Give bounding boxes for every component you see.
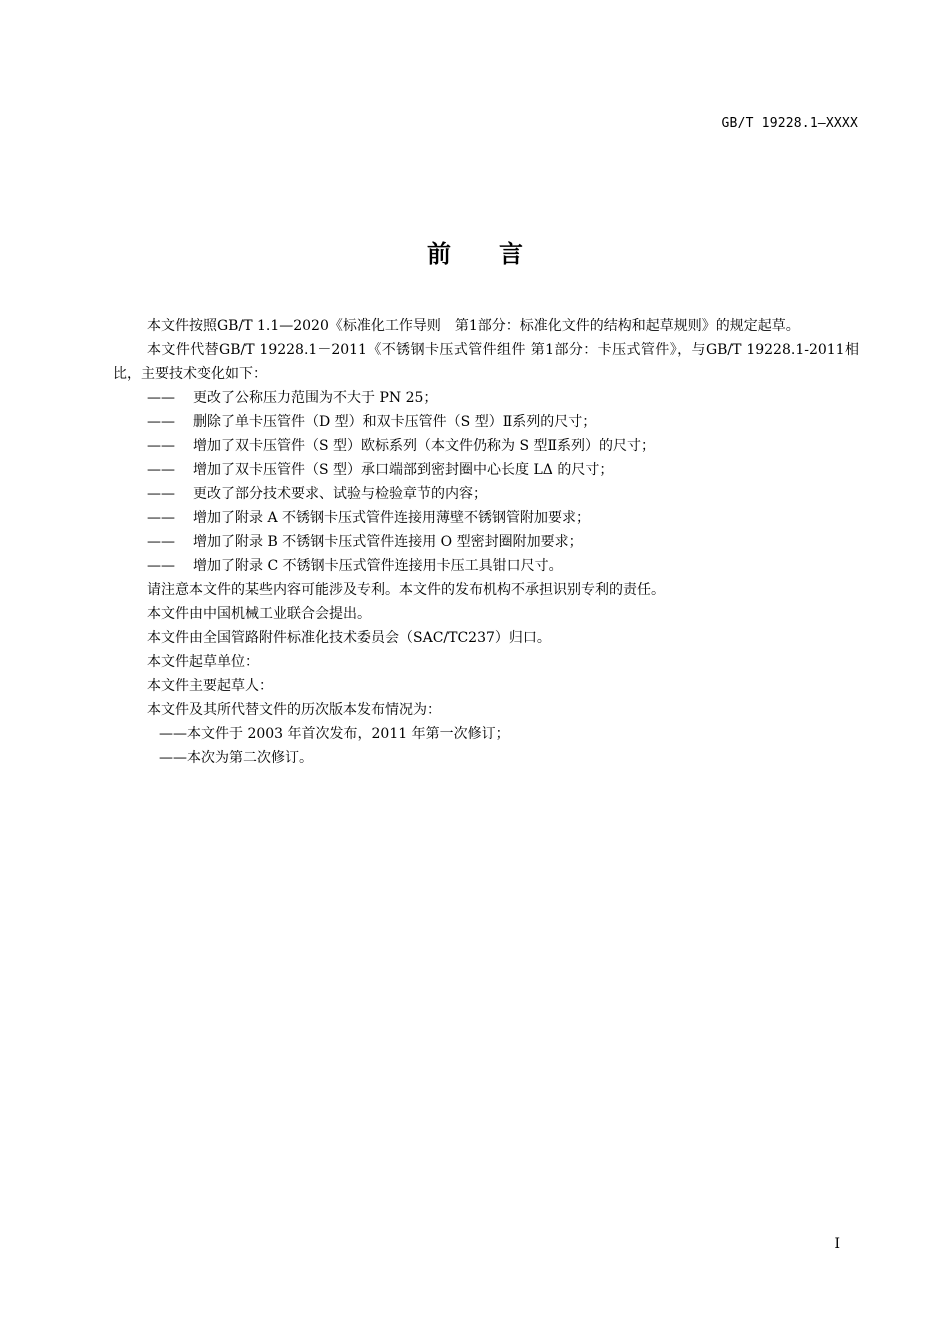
dash-marker: —— bbox=[147, 534, 175, 550]
list-item bbox=[113, 530, 859, 554]
foreword-body bbox=[113, 314, 859, 770]
proposed-by: 本文件由中国机械工业联合会提出。 bbox=[147, 606, 371, 622]
list-item bbox=[113, 410, 859, 434]
dash-marker: —— bbox=[147, 438, 175, 454]
change-text: 更改了部分技术要求、试验与检验章节的内容； bbox=[193, 486, 487, 502]
history-item: ——本次为第二次修订。 bbox=[159, 750, 313, 766]
drafters: 本文件主要起草人： bbox=[147, 678, 273, 694]
changes-list bbox=[113, 386, 859, 578]
dash-marker: —— bbox=[147, 558, 175, 574]
dash-marker: —— bbox=[147, 390, 175, 406]
history-list bbox=[113, 722, 859, 770]
page-title: 前言 bbox=[427, 240, 571, 268]
page-number: I bbox=[834, 1236, 840, 1252]
list-item bbox=[113, 386, 859, 410]
list-item bbox=[113, 554, 859, 578]
change-text: 增加了双卡压管件（S 型）欧标系列（本文件仍称为 S 型Ⅱ系列）的尺寸； bbox=[193, 438, 656, 454]
list-item bbox=[113, 482, 859, 506]
list-item bbox=[113, 434, 859, 458]
dash-marker: —— bbox=[147, 486, 175, 502]
history-intro: 本文件及其所代替文件的历次版本发布情况为： bbox=[147, 702, 441, 718]
list-item bbox=[113, 506, 859, 530]
change-text: 删除了单卡压管件（D 型）和双卡压管件（S 型）Ⅱ系列的尺寸； bbox=[193, 414, 597, 430]
change-text: 更改了公称压力范围为不大于 PN 25； bbox=[193, 390, 438, 406]
patent-notice: 请注意本文件的某些内容可能涉及专利。本文件的发布机构不承担识别专利的责任。 bbox=[147, 582, 665, 598]
change-text: 增加了附录 C 不锈钢卡压式管件连接用卡压工具钳口尺寸。 bbox=[193, 558, 563, 574]
standard-code: GB/T 19228.1—XXXX bbox=[721, 116, 858, 131]
intro-paragraph-1: 本文件按照GB/T 1.1—2020《标准化工作导则 第1部分：标准化文件的结构和起草规则》的规定起草。 bbox=[147, 318, 800, 334]
intro-paragraph-2: 本文件代替GB/T 19228.1－2011《不锈钢卡压式管件组件 第1部分：卡压式管件》，与GB/T 19228.1-2011相比，主要技术变化如下： bbox=[113, 342, 859, 382]
dash-marker: —— bbox=[147, 462, 175, 478]
dash-marker: —— bbox=[147, 510, 175, 526]
dash-marker: —— bbox=[147, 414, 175, 430]
list-item bbox=[113, 458, 859, 482]
change-text: 增加了双卡压管件（S 型）承口端部到密封圈中心长度 LΔ 的尺寸； bbox=[193, 462, 614, 478]
drafting-units: 本文件起草单位： bbox=[147, 654, 259, 670]
history-item: ——本文件于 2003 年首次发布，2011 年第一次修订； bbox=[159, 726, 510, 742]
centralized-by: 本文件由全国管路附件标准化技术委员会（SAC/TC237）归口。 bbox=[147, 630, 551, 646]
change-text: 增加了附录 B 不锈钢卡压式管件连接用 O 型密封圈附加要求； bbox=[193, 534, 583, 550]
change-text: 增加了附录 A 不锈钢卡压式管件连接用薄壁不锈钢管附加要求； bbox=[193, 510, 591, 526]
